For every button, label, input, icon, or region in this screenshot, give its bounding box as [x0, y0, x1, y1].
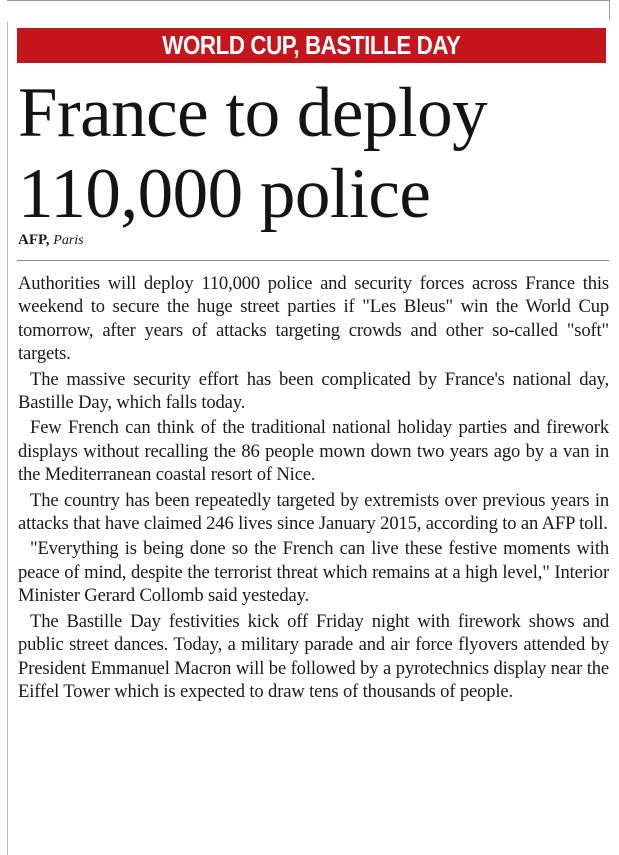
right-rule: [609, 0, 610, 20]
paragraph: The Bastille Day festivities kick off Friday night with firework shows and public street dances. Today, a military parade and air force flyovers attended by President Emmanuel Macron will be followed by a pyrotechnics display near the Eiffel Tower which is expected to draw tens of thousands of people.: [18, 610, 609, 702]
left-column-rule: [7, 22, 8, 855]
paragraph: The country has been repeatedly targeted by extremists over previous years in attacks that have claimed 246 lives since January 2015, according to an AFP toll.: [18, 489, 609, 535]
byline-place: Paris: [53, 233, 84, 248]
kicker-text: WORLD CUP, BASTILLE DAY: [162, 30, 461, 60]
section-kicker: [17, 28, 606, 63]
byline-divider: [17, 260, 609, 261]
paragraph: Authorities will deploy 110,000 police and security forces across France this weekend to secure the huge street parties if "Les Bleus" win the World Cup tomorrow, after years of attacks targeting crowds and other so-called "soft" targets.: [18, 273, 609, 365]
headline: [18, 73, 610, 235]
headline-line-2: 110,000 police: [18, 155, 431, 233]
headline-line-1: France to deploy: [18, 74, 488, 152]
byline-agency: AFP,: [18, 232, 50, 248]
paragraph: Few French can think of the traditional national holiday parties and firework displays without recalling the 86 people mown down two years ago by a van in the Mediterranean coastal resort of Nice.: [18, 417, 609, 486]
top-rule: [7, 0, 609, 1]
byline: [18, 231, 84, 250]
paragraph: "Everything is being done so the French can live these festive moments with peace of mind, despite the terrorist threat which remains at a high level," Interior Minister Gerard Collomb said yesteday.: [18, 538, 609, 607]
article-body: [18, 272, 609, 703]
paragraph: The massive security effort has been complicated by France's national day, Bastille Day, which falls today.: [18, 368, 609, 414]
